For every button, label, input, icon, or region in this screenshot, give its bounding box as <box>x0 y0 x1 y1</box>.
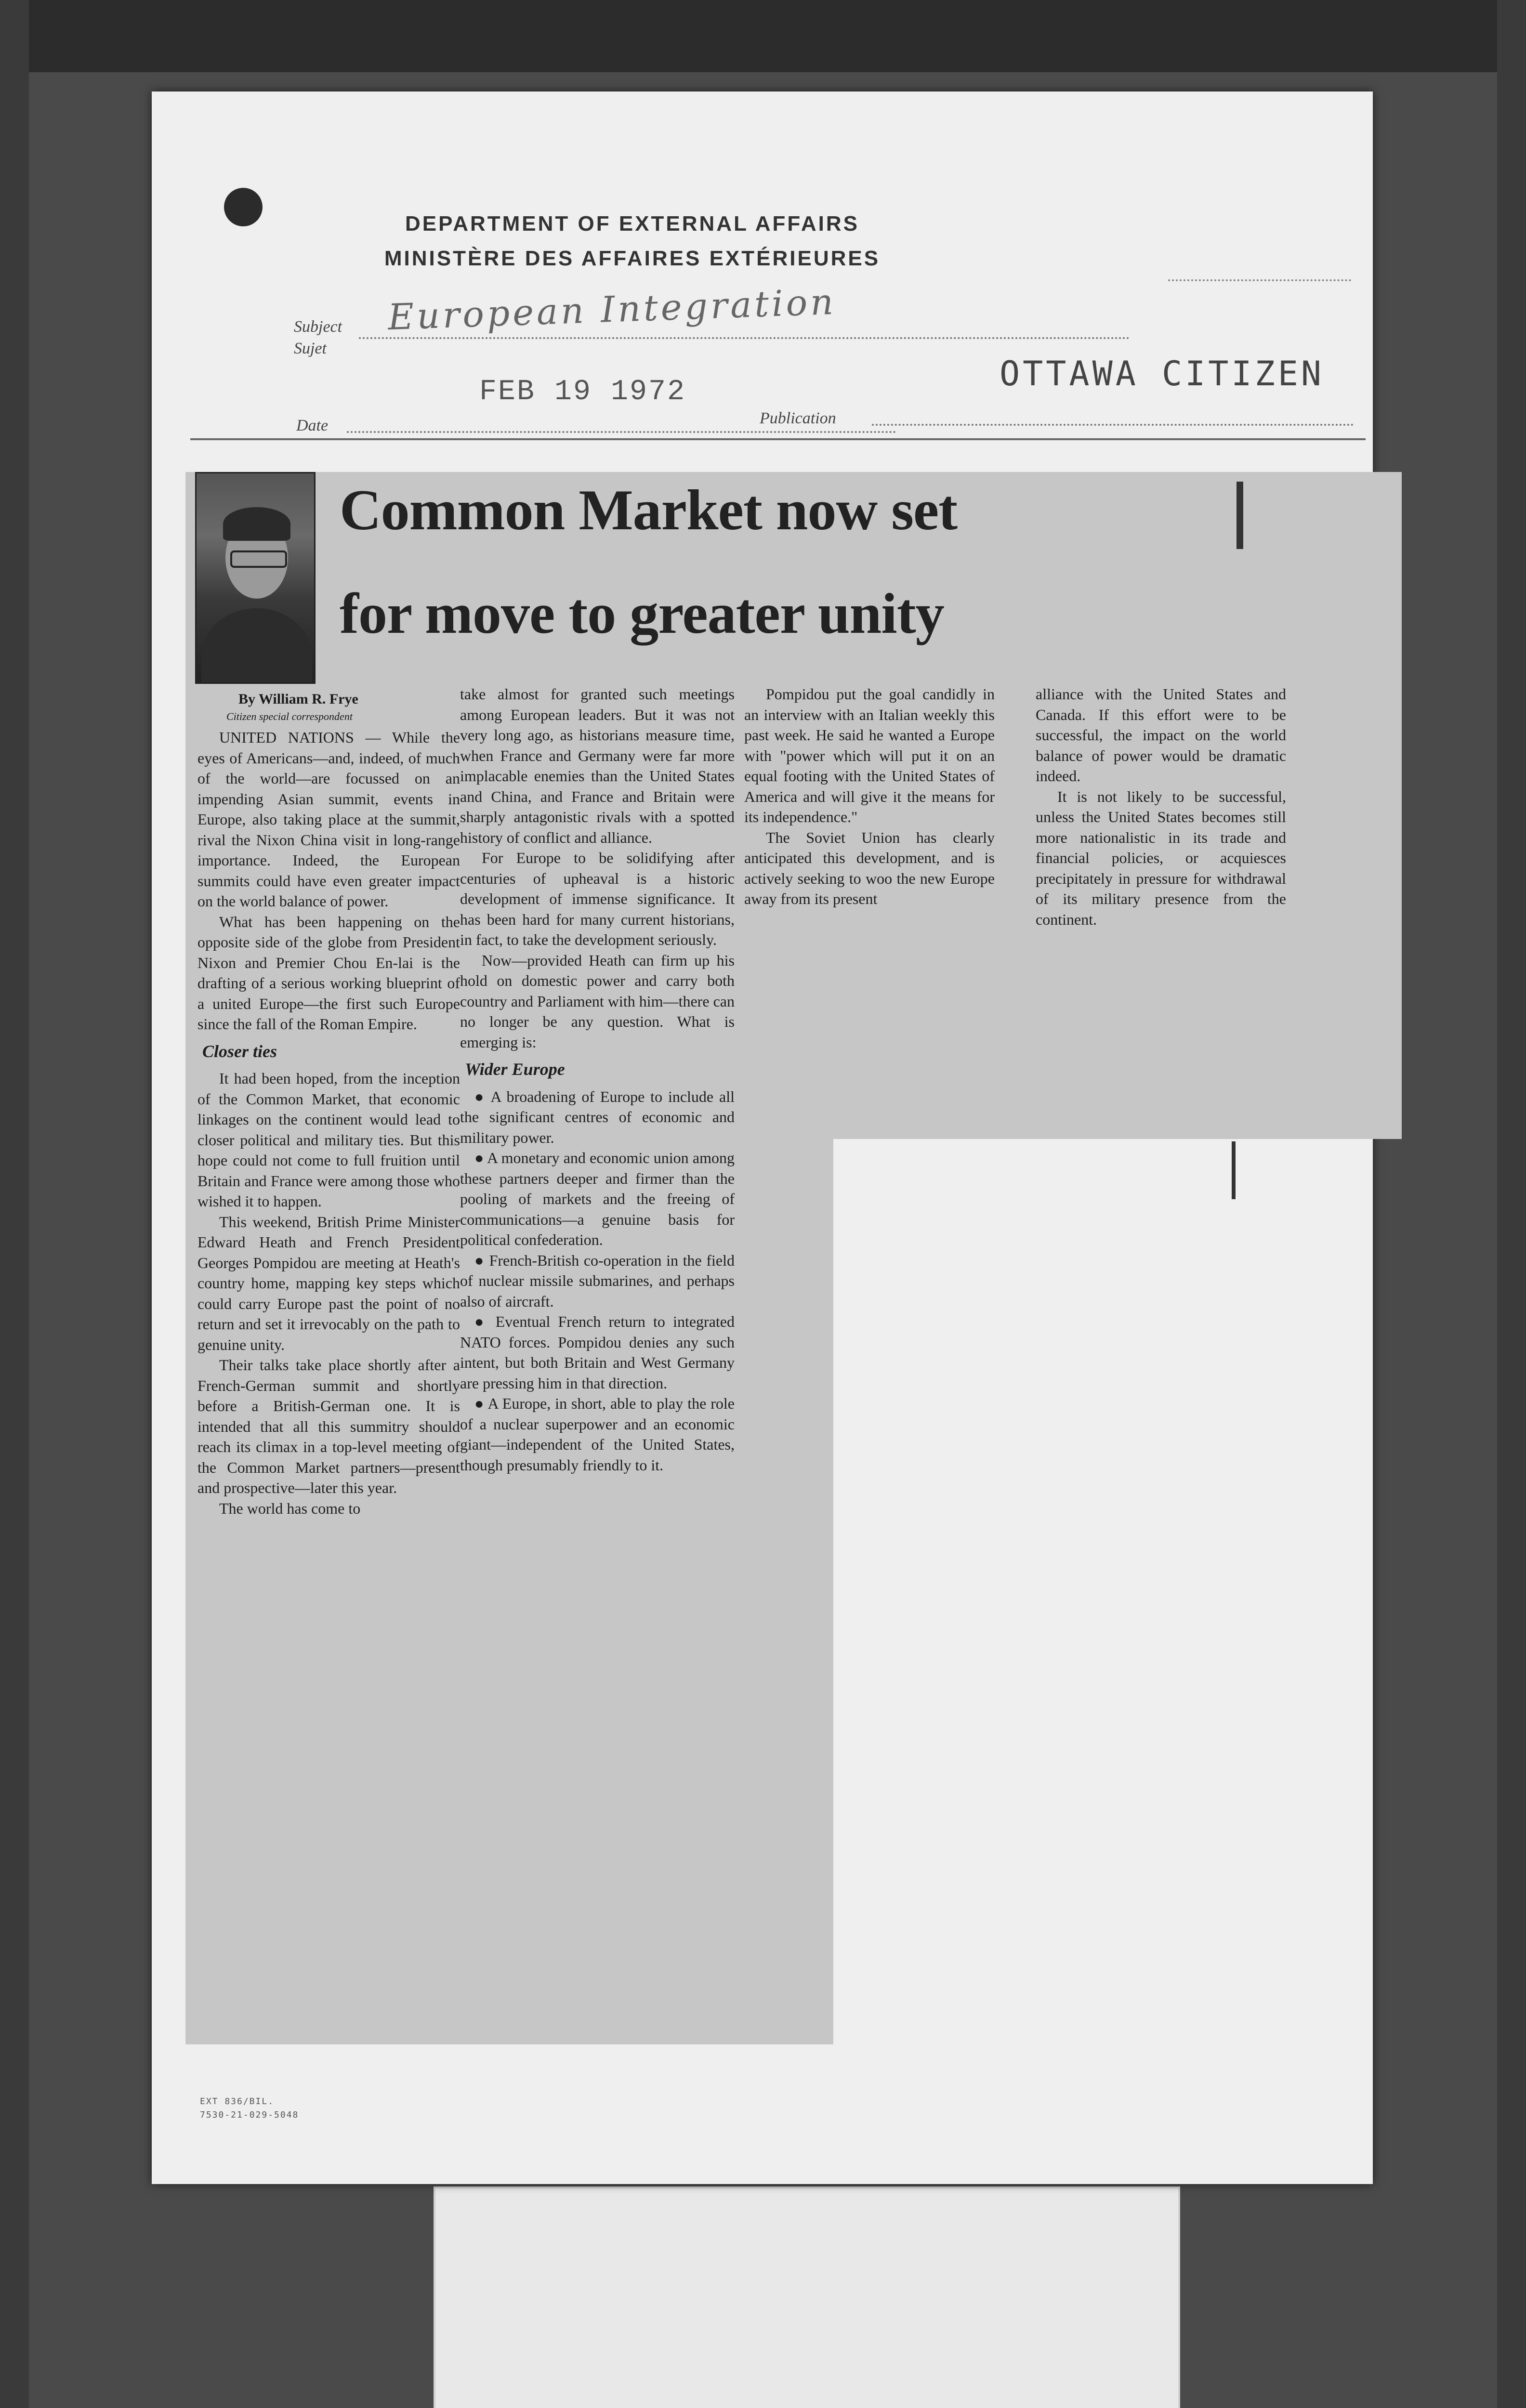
paragraph: Their talks take place shortly after a French-German summit and shortly before a British-German one. It is intended that all this summitry should reach its climax in a top-level meeting of the Common Market partners—present and prospective—later this year. <box>197 1356 460 1496</box>
bullet-item: ● A broadening of Europe to include all the significant centres of economic and military power. <box>460 1087 735 1146</box>
bullet-item: ● A monetary and economic union among these partners deeper and firmer than the pooling of markets and the freeing of communications—a genuine basis for political confederation. <box>460 1149 735 1248</box>
department-title-en: DEPARTMENT OF EXTERNAL AFFAIRS <box>405 212 859 236</box>
margin-mark <box>1237 482 1243 549</box>
article-column-4 <box>1036 684 1286 929</box>
paragraph: The world has come to <box>219 1499 361 1517</box>
publication-label: Publication <box>760 409 836 427</box>
clipping-sheet <box>152 92 1373 2184</box>
headline-line-1: Common Market now set <box>340 478 958 542</box>
film-border-left <box>0 0 29 2408</box>
subheading: Closer ties <box>202 1041 277 1061</box>
paragraph: Pompidou put the goal candidly in an interview with an Italian weekly this past week. He said he wanted a Europe with "power which will put it on an equal footing with the United States of America and will give it the means for its independence." <box>744 685 995 825</box>
paragraph: For Europe to be solidifying after centuries of upheaval is a historic development of immense significance. It has been hard for many current historians, in fact, to take the development seriously. <box>460 849 735 948</box>
form-code <box>200 2095 299 2122</box>
byline-subtitle: Citizen special correspondent <box>226 710 353 722</box>
paragraph: UNITED NATIONS — While the eyes of Americans—and, indeed, of much of the world—are focussed on an impending Asian summit, events in Europe, also taking place at the summit, rival the Nixon China visit in long-range importance. Indeed, the European summits could have even greater impact on the world balance of power. <box>197 729 460 910</box>
paragraph: The Soviet Union has clearly anticipated this development, and is actively seeking to woo the new Europe away from its present <box>744 828 995 907</box>
department-title-fr: MINISTÈRE DES AFFAIRES EXTÉRIEURES <box>384 247 881 270</box>
article-column-2 <box>460 684 735 1475</box>
article-column-1 <box>197 727 460 1518</box>
film-border-right <box>1497 0 1526 2408</box>
film-border-top <box>0 0 1526 72</box>
date-line <box>347 431 896 433</box>
date-stamp: FEB 19 1972 <box>479 376 686 408</box>
paragraph: alliance with the United States and Canada. If this effort were to be successful, the impact on the world balance of power would be dramatic indeed. <box>1036 685 1286 785</box>
bullet-item: ● Eventual French return to integrated NATO forces. Pompidou denies any such intent, but both Britain and West Germany are pressing him in that direction. <box>460 1313 735 1392</box>
form-code-line-1: EXT 836/BIL. <box>200 2096 275 2107</box>
subject-handwritten: European Integration <box>387 281 837 339</box>
form-code-line-2: 7530-21-029-5048 <box>200 2110 299 2120</box>
subject-line <box>359 337 1130 339</box>
paragraph: It had been hoped, from the inception of the Common Market, that economic linkages on the continent would lead to closer political and military ties. But this hope could not come to full fruition until Britain and France were among those who wished it to happen. <box>197 1070 460 1210</box>
publication-line <box>872 424 1354 426</box>
headline-line-2: for move to greater unity <box>340 581 944 645</box>
file-number-line <box>1168 279 1351 281</box>
byline: By William R. Frye <box>238 691 358 707</box>
sujet-label: Sujet <box>294 340 327 357</box>
author-photo <box>195 472 316 684</box>
subheading: Wider Europe <box>465 1060 565 1079</box>
subject-label: Subject <box>294 318 342 336</box>
paragraph: It is not likely to be successful, unless the United States becomes still more nationalistic in its trade and financial policies, or acquiesces precipitately in pressure for withdrawal of its military presence from the continent. <box>1036 787 1286 928</box>
next-card-edge <box>434 2186 1180 2408</box>
bullet-item: ● A Europe, in short, able to play the role of a nuclear superpower and an economic giant—independent of the United States, though presumably friendly to it. <box>460 1395 735 1474</box>
header-rule <box>190 438 1366 440</box>
paragraph: What has been happening on the opposite side of the globe from President Nixon and Premier Chou En-lai is the drafting of a serious working blueprint of a united Europe—the first such Europe since the fall of the Roman Empire. <box>197 913 460 1033</box>
publication-stamp: OTTAWA CITIZEN <box>1000 354 1325 393</box>
margin-mark <box>1232 1141 1236 1199</box>
bullet-item: ● French-British co-operation in the field of nuclear missile submarines, and perhaps also of aircraft. <box>460 1251 735 1310</box>
paragraph: take almost for granted such meetings among European leaders. But it was not very long ago, as historians measure time, when France and Germany were far more implacable enemies than the United States and China, and France and Britain were sharply antagonistic rivals with a spotted history of conflict and alliance. <box>460 685 735 846</box>
paragraph: This weekend, British Prime Minister Edward Heath and French President Georges Pompidou are meeting at Heath's country home, mapping key steps which could carry Europe past the point of no return and set it irrevocably on the path to genuine unity. <box>197 1213 460 1353</box>
date-label: Date <box>296 417 329 434</box>
paragraph: Now—provided Heath can firm up his hold on domestic power and carry both country and Parliament with him—there can no longer be any question. What is emerging is: <box>460 951 735 1051</box>
article-column-3 <box>744 684 995 909</box>
